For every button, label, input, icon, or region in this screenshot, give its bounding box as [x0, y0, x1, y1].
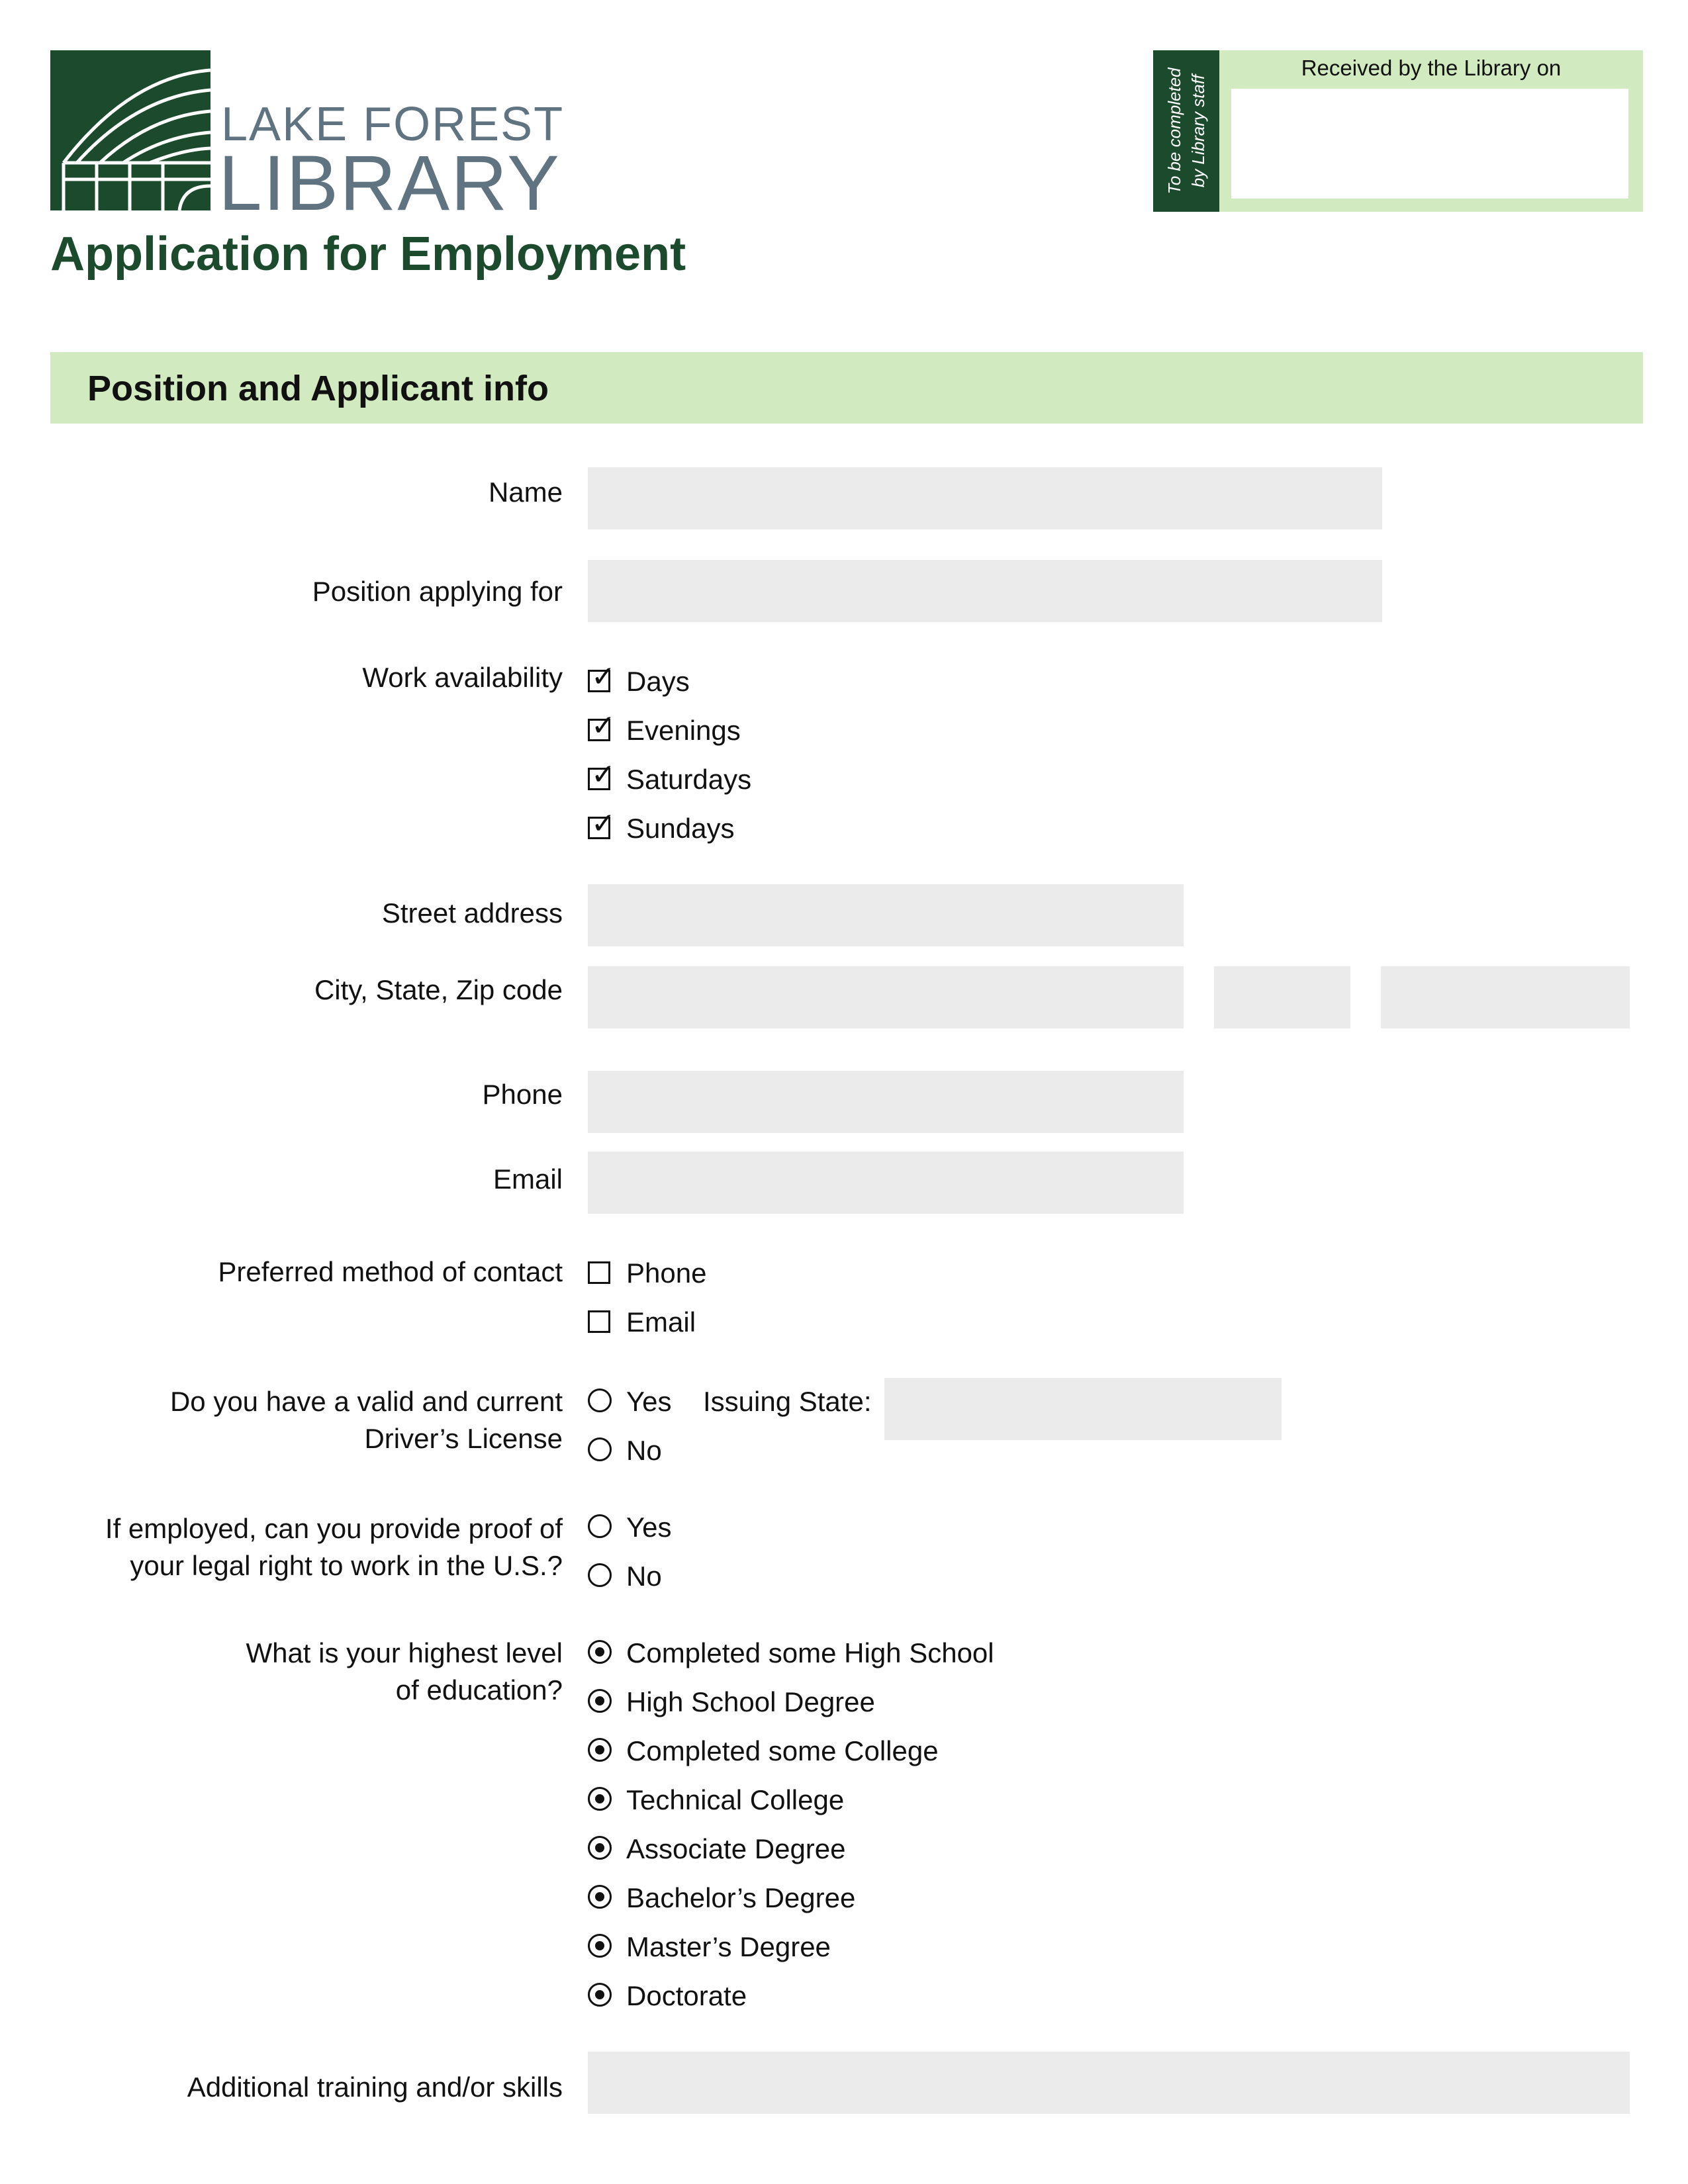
issuing-state-label: Issuing State: [703, 1386, 872, 1417]
issuing-state-field[interactable] [884, 1378, 1282, 1440]
checkbox-saturdays[interactable] [588, 758, 616, 791]
availability-option-label: Saturdays [626, 764, 752, 795]
availability-option-label: Days [626, 666, 690, 697]
street-label: Street address [381, 897, 563, 929]
checkbox-contact-email[interactable] [588, 1310, 610, 1333]
checkbox-contact-phone[interactable] [588, 1261, 610, 1284]
position-field[interactable] [588, 560, 1382, 622]
radio-license-no[interactable] [588, 1437, 612, 1461]
street-field[interactable] [588, 884, 1184, 946]
phone-field[interactable] [588, 1071, 1184, 1133]
section-header [50, 352, 1643, 424]
work-right-label-line2: your legal right to work in the U.S.? [130, 1550, 563, 1581]
license-no-option[interactable] [588, 1436, 694, 1476]
education-option-label: Associate Degree [626, 1833, 846, 1864]
work-right-label-line1: If employed, can you provide proof of [105, 1513, 563, 1544]
radio-work-right-no[interactable] [588, 1563, 612, 1587]
city-state-zip-label: City, State, Zip code [314, 974, 563, 1005]
checkbox-days[interactable] [588, 660, 616, 693]
education-option[interactable] [588, 1688, 1117, 1727]
availability-label: Work availability [362, 662, 563, 693]
education-option-label: Technical College [626, 1784, 845, 1815]
education-option-label: High School Degree [626, 1686, 875, 1717]
training-field[interactable] [588, 2052, 1630, 2114]
staff-strip [1153, 50, 1219, 212]
greenhouse-dome-icon [50, 50, 211, 210]
license-no-label: No [626, 1435, 662, 1466]
staff-use-box [1153, 50, 1643, 212]
contact-option-phone[interactable] [588, 1259, 853, 1298]
education-label-line2: of education? [395, 1674, 563, 1706]
email-label: Email [492, 1163, 563, 1195]
radio-education[interactable] [588, 1640, 612, 1664]
checkmark-icon: ✓ [591, 709, 616, 742]
radio-education[interactable] [588, 1689, 612, 1713]
zip-field[interactable] [1381, 966, 1630, 1028]
radio-education[interactable] [588, 1885, 612, 1909]
license-yes-option[interactable] [588, 1387, 694, 1427]
education-label-line1: What is your highest level [246, 1637, 563, 1668]
radio-work-right-yes[interactable] [588, 1514, 612, 1538]
staff-strip-line2: by Library staff [1188, 74, 1208, 188]
radio-license-yes[interactable] [588, 1388, 612, 1412]
logo-wordmark-top: LAKE FOREST [221, 98, 565, 151]
radio-education[interactable] [588, 1787, 612, 1811]
work-right-yes-option[interactable] [588, 1513, 694, 1553]
checkbox-evenings[interactable] [588, 709, 616, 742]
availability-option-label: Sundays [626, 813, 735, 844]
contact-option-email[interactable] [588, 1308, 853, 1347]
checkmark-icon: ✓ [591, 660, 616, 693]
availability-option-label: Evenings [626, 715, 741, 746]
education-option-label: Completed some College [626, 1735, 939, 1766]
staff-strip-text [1162, 55, 1210, 207]
contact-method-label: Preferred method of contact [218, 1256, 563, 1287]
name-field[interactable] [588, 467, 1382, 529]
radio-education[interactable] [588, 1983, 612, 2007]
position-label: Position applying for [312, 576, 563, 607]
license-yes-label: Yes [626, 1386, 672, 1417]
availability-group [588, 660, 919, 852]
education-option[interactable] [588, 1933, 1117, 1972]
checkmark-icon: ✓ [591, 758, 616, 791]
page-title: Application for Employment [50, 228, 686, 281]
email-field[interactable] [588, 1152, 1184, 1214]
work-right-no-label: No [626, 1561, 662, 1592]
availability-option-evenings[interactable] [588, 709, 853, 756]
education-option[interactable] [588, 1835, 1117, 1874]
education-option-label: Completed some High School [626, 1637, 994, 1668]
radio-education[interactable] [588, 1738, 612, 1762]
education-option-label: Bachelor’s Degree [626, 1882, 856, 1913]
library-logo [50, 50, 211, 210]
work-right-yes-label: Yes [626, 1512, 672, 1543]
education-option-label: Doctorate [626, 1980, 747, 2011]
license-label-line2: Driver’s License [364, 1423, 563, 1454]
checkbox-sundays[interactable] [588, 807, 616, 840]
phone-label: Phone [482, 1079, 563, 1110]
staff-strip-line1: To be completed [1164, 68, 1184, 195]
license-label-line1: Do you have a valid and current [169, 1386, 563, 1417]
training-label: Additional training and/or skills [187, 2071, 563, 2103]
availability-option-sundays[interactable] [588, 807, 853, 854]
checkmark-icon: ✓ [591, 807, 616, 840]
logo-wordmark-bottom: LIBRARY [218, 140, 561, 227]
radio-education[interactable] [588, 1934, 612, 1958]
name-label: Name [488, 477, 563, 508]
education-options [588, 1639, 1117, 2009]
contact-option-label: Phone [626, 1257, 707, 1289]
availability-option-days[interactable] [588, 660, 853, 707]
received-date-field[interactable] [1231, 89, 1628, 199]
education-option[interactable] [588, 1639, 1117, 1678]
education-option[interactable] [588, 1737, 1117, 1776]
radio-education[interactable] [588, 1836, 612, 1860]
education-option-label: Master’s Degree [626, 1931, 831, 1962]
section-title: Position and Applicant info [87, 369, 549, 408]
city-field[interactable] [588, 966, 1184, 1028]
contact-option-label: Email [626, 1306, 696, 1338]
education-option[interactable] [588, 1786, 1117, 1825]
education-option[interactable] [588, 1981, 1117, 2021]
work-right-no-option[interactable] [588, 1562, 694, 1602]
availability-option-saturdays[interactable] [588, 758, 853, 805]
education-option[interactable] [588, 1884, 1117, 1923]
received-label: Received by the Library on [1301, 56, 1562, 80]
state-field[interactable] [1214, 966, 1350, 1028]
